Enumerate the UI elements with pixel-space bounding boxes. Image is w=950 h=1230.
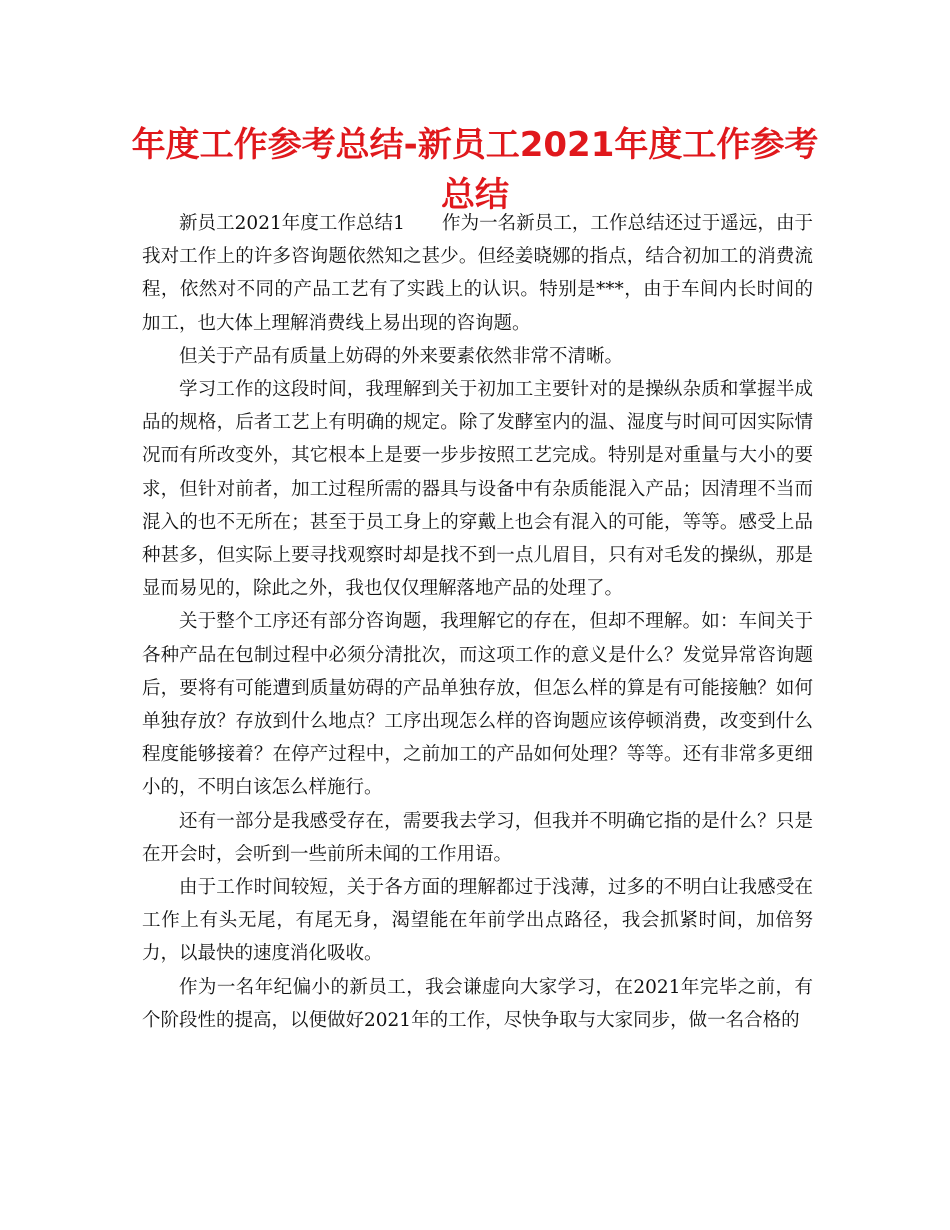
paragraph-7: 作为一名年纪偏小的新员工，我会谦虚向大家学习，在2021年完毕之前，有个阶段性的提高，以便做好2021年的工作，尽快争取与大家同步，做一名合格的 bbox=[142, 976, 813, 1031]
paragraph-1: 新员工2021年度工作总结1 作为一名新员工，工作总结还过于遥远，由于我对工作上的许多咨询题依然知之甚少。但经姜晓娜的指点，结合初加工的消费流程，依然对不同的产品工艺有了实践上的认识。特别是***，由于车间内长时间的加工，也大体上理解消费线上易出现的咨询题。 bbox=[142, 213, 813, 334]
paragraph-5: 还有一部分是我感受存在，需要我去学习，但我并不明确它指的是什么？只是在开会时，会听到一些前所未闻的工作用语。 bbox=[142, 810, 813, 865]
paragraph-6: 由于工作时间较短，关于各方面的理解都过于浅薄，过多的不明白让我感受在工作上有头无尾，有尾无身，渴望能在年前学出点路径，我会抓紧时间，加倍努力，以最快的速度消化吸收。 bbox=[142, 877, 813, 965]
paragraph-2: 但关于产品有质量上妨碍的外来要素依然非常不清晰。 bbox=[179, 345, 624, 367]
paragraph-4: 关于整个工序还有部分咨询题，我理解它的存在，但却不理解。如：车间关于各种产品在包制过程中必须分清批次，而这项工作的意义是什么？发觉异常咨询题后，要将有可能遭到质量妨碍的产品单独存放，但怎么样的算是有可能接触？如何单独存放？存放到什么地点？工序出现怎么样的咨询题应该停顿消费，改变到什么程度能够接着？在停产过程中，之前加工的产品如何处理？等等。还有非常多更细小的，不明白该怎么样施行。 bbox=[142, 611, 813, 799]
paragraph-3: 学习工作的这段时间，我理解到关于初加工主要针对的是操纵杂质和掌握半成品的规格，后者工艺上有明确的规定。除了发酵室内的温、湿度与时间可因实际情况而有所改变外，其它根本上是要一步步按照工艺完成。特别是对重量与大小的要求，但针对前者，加工过程所需的器具与设备中有杂质能混入产品；因清理不当而混入的也不无所在；甚至于员工身上的穿戴上也会有混入的可能，等等。感受上品种甚多，但实际上要寻找观察时却是找不到一点儿眉目，只有对毛发的操纵，那是显而易见的，除此之外，我也仅仅理解落地产品的处理了。 bbox=[142, 379, 813, 600]
document-title: 年度工作参考总结-新员工2021年度工作参考总结 bbox=[131, 125, 819, 215]
document-body bbox=[142, 207, 813, 1037]
